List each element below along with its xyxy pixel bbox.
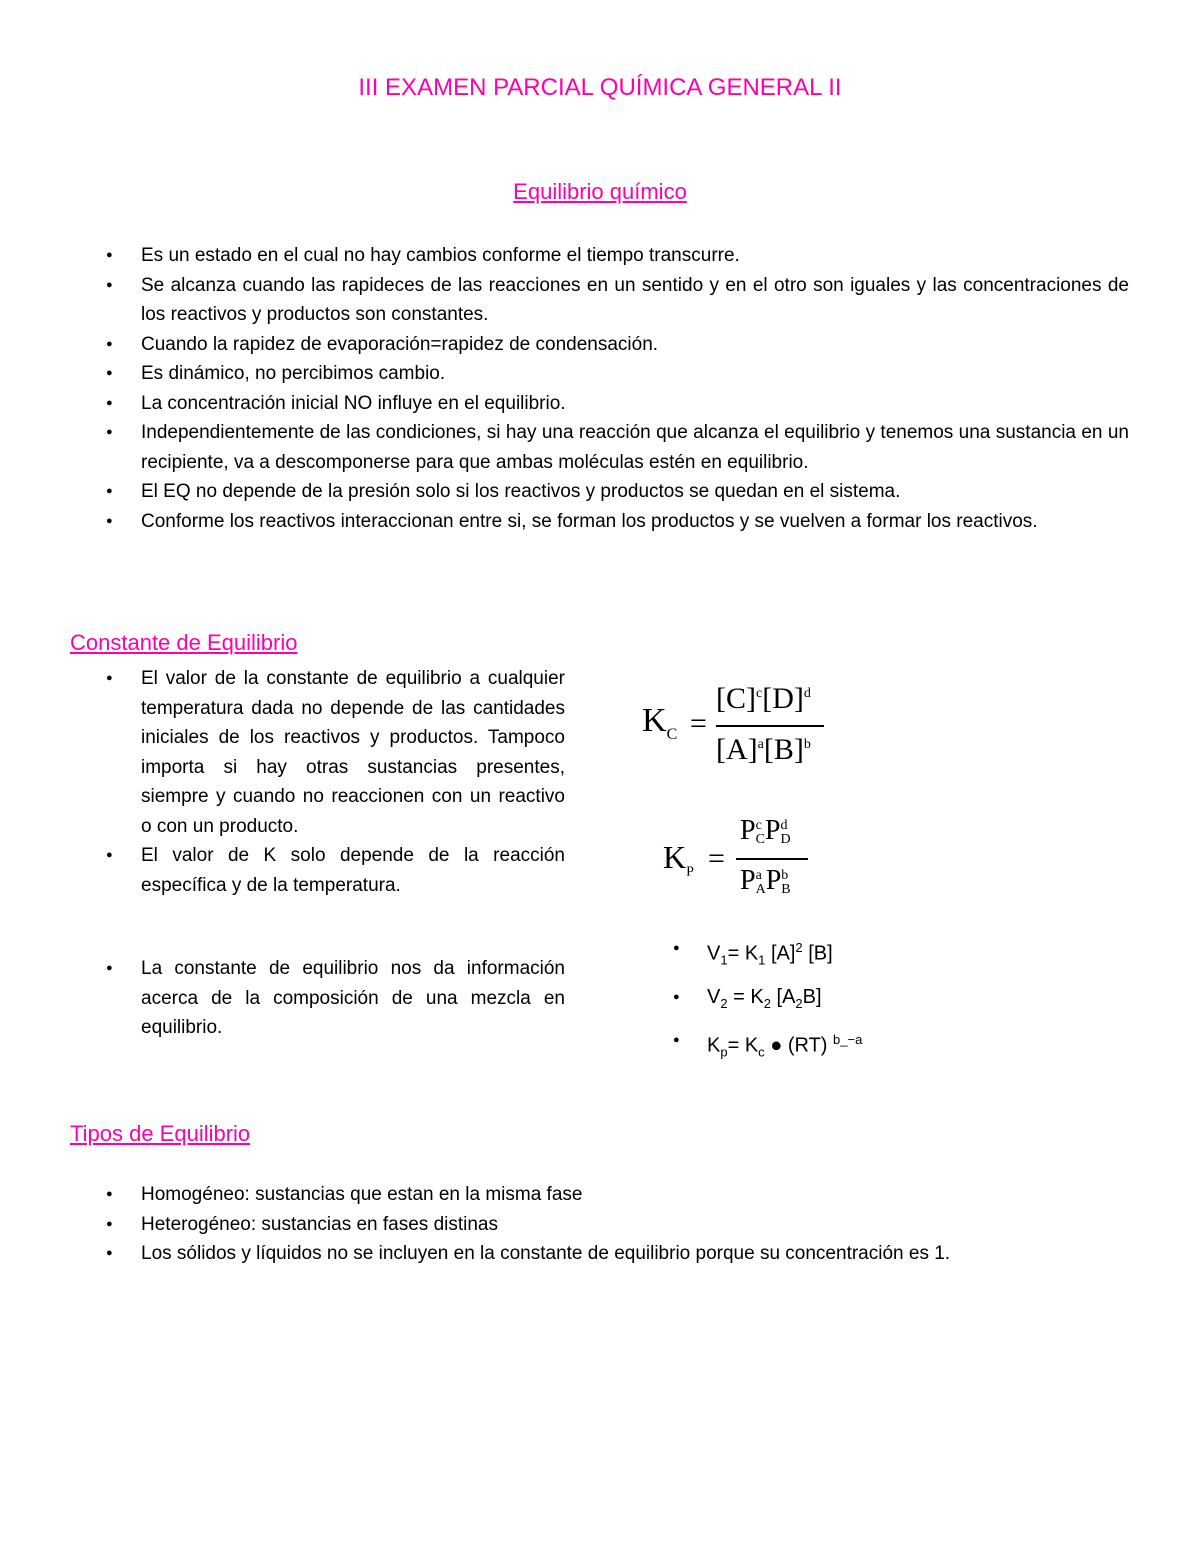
list-item: ● Conforme los reactivos interaccionan entre si, se forman los productos y se vuelven a formar los reactivos. (70, 507, 1129, 537)
kp-equals: = (708, 842, 725, 875)
constante-list-2 (70, 954, 565, 1043)
rate-equation-list (665, 930, 862, 1070)
list-item: ● El EQ no depende de la presión solo si los reactivos y productos se quedan en el sistema. (70, 477, 1129, 507)
kc-numerator: $[C]^c[D]^d$ (716, 682, 811, 715)
list-item: ● Cuando la rapidez de evaporación=rapidez de condensación. (70, 330, 1129, 360)
constante-list (70, 664, 565, 900)
tipos-list (70, 1180, 1129, 1269)
list-item: ● $V_1= K_1$ $[A]^2$ [B] (665, 930, 862, 979)
kc-lhs: $K_C$ (642, 702, 678, 743)
list-item: ● Los sólidos y líquidos no se incluyen en la constante de equilibrio porque su concentración es 1. (70, 1239, 1129, 1269)
list-item: ● El valor de K solo depende de la reacción específica y de la temperatura. (70, 841, 565, 900)
kc-equals: = (690, 707, 707, 740)
list-item: ● El valor de la constante de equilibrio a cualquier temperatura dada no depende de las cantidades iniciales de los reactivos y productos. Tampoco importa si hay otras sustancias presentes, siempre y cuando no reaccionen con un reactivo o con un producto. (70, 664, 565, 841)
list-item: ● Se alcanza cuando las rapideces de las reacciones en un sentido y en el otro son iguales y las concentraciones de los reactivos y productos son constantes. (70, 271, 1129, 330)
list-item: ● Es dinámico, no percibimos cambio. (70, 359, 1129, 389)
page-title: III EXAMEN PARCIAL QUÍMICA GENERAL II (358, 74, 842, 101)
list-item: ● La constante de equilibrio nos da información acerca de la composición de una mezcla en equilibrio. (70, 954, 565, 1043)
kp-lhs: $K_P$ (663, 839, 694, 880)
list-item: ● $K_p= K_c$ ● (RT) $^{b\_-a}$ (665, 1022, 862, 1071)
section-heading-constante: Constante de Equilibrio (70, 630, 298, 655)
section-heading-equilibrio-quimico: Equilibrio químico (513, 179, 687, 204)
kc-denominator: $[A]^a[B]^b$ (716, 733, 811, 766)
kp-fraction-line (736, 858, 808, 860)
list-item: ● Heterogéneo: sustancias en fases distinas (70, 1210, 1129, 1240)
section-heading-tipos: Tipos de Equilibrio (70, 1121, 251, 1146)
kc-fraction-line (716, 725, 824, 727)
kp-denominator: Pa APb B (740, 865, 791, 897)
list-item: ● Homogéneo: sustancias que estan en la misma fase (70, 1180, 1129, 1210)
list-item: ● $V_2 = K_2$ $[A_2B]$ (665, 979, 862, 1022)
kp-numerator: Pc CPd D (740, 815, 791, 847)
list-item: ● Independientemente de las condiciones, si hay una reacción que alcanza el equilibrio y tenemos una sustancia en un recipiente, va a descomponerse para que ambas moléculas estén en equilibrio. (70, 418, 1129, 477)
equilibrio-quimico-list (70, 241, 1129, 536)
list-item: ● Es un estado en el cual no hay cambios conforme el tiempo transcurre. (70, 241, 1129, 271)
list-item: ● La concentración inicial NO influye en el equilibrio. (70, 389, 1129, 419)
